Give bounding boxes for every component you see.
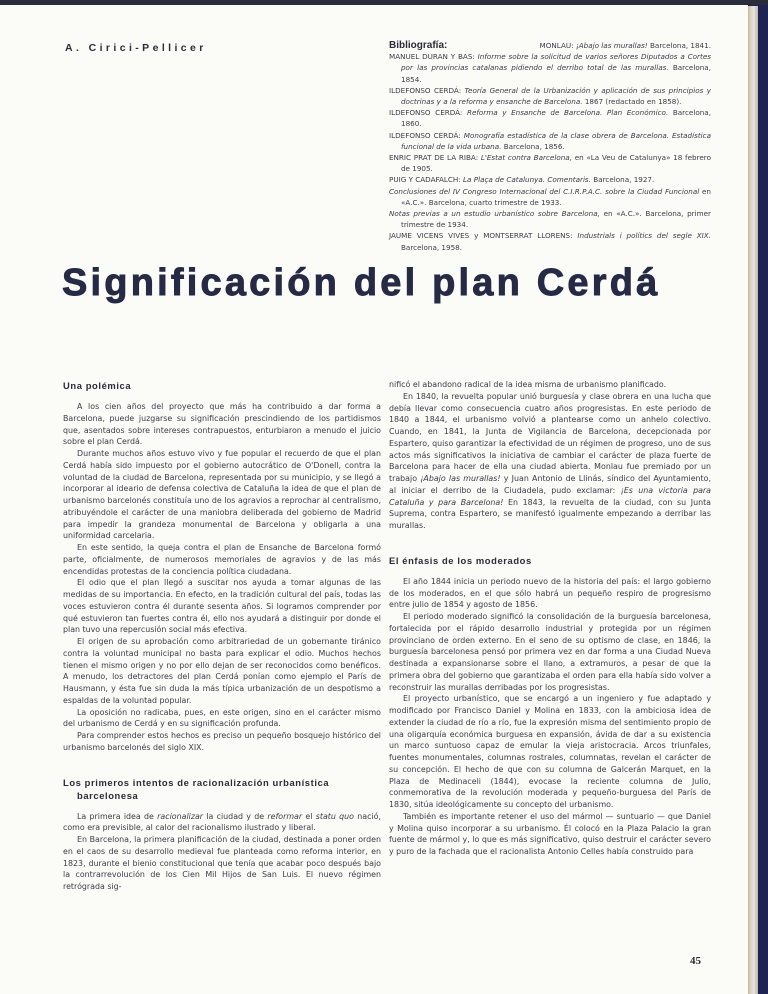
right-column [389, 379, 711, 858]
page-edge-strip [748, 6, 758, 994]
bibliography-entry: JAUME VICENS VIVES y MONTSERRAT LLORENS: Industrials i polítics del segle XIX. Barcelona, 1958. [389, 231, 711, 252]
bibliography-entry: Bibliografía: MONLAU: ¡Abajo las murallas! Barcelona, 1841. [389, 40, 711, 51]
paragraph: A los cien años del proyecto que más ha contribuido a dar forma a Barcelona, puede juzgarse su significación prescindiendo de los partidismos que, asentados sobre intereses contrapuestos, enturbiaron a menudo el juicio sobre el plan Cerdá. [63, 402, 381, 447]
paragraph: En Barcelona, la primera planificación de la ciudad, destinada a poner orden en el caos de su desarrollo medieval fue planteada como reforma interior, en 1823, durante el bienio constitucional que tenía que acabar poco después bajo la contrarrevolución de los Cien Mil Hijos de San Luis. El nuevo régimen retrógrada sig- [63, 835, 381, 891]
paragraph: El proyecto urbanístico, que se encargó a un ingeniero y fue adaptado y modificado por Francisco Daniel y Molina en 1833, con la ambiciosa idea de extender la ciudad de río a río, fue la expresión misma del sentimiento propio de una oligarquía económica burguesa en expansión, ávida de dar a su existencia un marco suntuoso capaz de emular la vieja aristocracia. Arcos triunfales, fuentes monumentales, columnas rostrales, columnatas, revelan el carácter de su concepción. El hecho de que con su columna de Galcerán Marquet, en la Plaza de Medinaceli (1844), evocase la reciente columna de Julio, conmemorativa de la revolución moderada y pequeño-burguesa del París de 1830, sitúa ideológicamente su concepto del urbanismo. [389, 694, 711, 809]
left-column [63, 379, 381, 893]
section-heading: Una polémica [63, 380, 132, 391]
bibliography-entry: Notas previas a un estudio urbanístico sobre Barcelona, en «A.C.». Barcelona, primer trimestre de 1934. [389, 209, 711, 230]
paragraph: El origen de su aprobación como arbitrariedad de un gobernante tiránico contra la voluntad municipal no basta para explicar el odio. Muchos hechos tienen el mismo origen y no por ello dejan de ser reconocidos como benéficos. A menudo, los detractores del plan Cerdá ponían como ejemplo el París de Hausmann, y ésta fue sin duda la más típica urbanización de un despotismo a espaldas de la voluntad popular. [63, 637, 381, 705]
paragraph: El odio que el plan llegó a suscitar nos ayuda a tomar algunas de las medidas de su importancia. En efecto, en la tradición cultural del país, todas las voces estuvieron contra él durante sesenta años. Si logramos comprender por qué estuvieron tan fuertes contra él, ello nos ayudará a distinguir por donde el plan tuvo una repercusión social más efectiva. [63, 578, 381, 635]
bibliography-entry: ENRIC PRAT DE LA RIBA: L'Estat contra Barcelona, en «La Veu de Catalunya» 18 febrero de 1905. [389, 153, 711, 174]
bibliography-entry: ILDEFONSO CERDÁ: Teoría General de la Urbanización y aplicación de sus principios y doctrinas y a la reforma y ensanche de Barcelona. 1867 (redactado en 1858). [389, 85, 711, 107]
page-number: 45 [690, 955, 701, 967]
bibliography-entry: PUIG Y CADAFALCH: La Plaça de Catalunya. Comentaris. Barcelona, 1927. [389, 175, 655, 185]
paragraph: El periodo moderado significó la consolidación de la burguesía barcelonesa, fortalecida por el rápido desarrollo industrial y protegida por un régimen provinciano de orden externo. En el seno de su optismo de clase, en 1846, la burguesía barcelonesa pensó por primera vez en dar forma a una Ciudad Nueva destinada a expansionarse sobre el llano, a extramuros, a pesar de que la primera obra del gobierno que garantizaba el orden para ella había sido volver a reconstruir las murallas derribadas por los progresistas. [389, 612, 711, 692]
paragraph: Durante muchos años estuvo vivo y fue popular el recuerdo de que el plan Cerdá había sido impuesto por el gobierno autocrático de O'Donell, contra la voluntad de la ciudad de Barcelona, representada por su municipio, y se llegó a incorporar al ideario de defensa colectiva de Cataluña la idea de que el plan de urbanismo barcelonés constituía uno de los agravios a reprochar al centralismo, atribuyéndole el carácter de una maniobra deliberada del gobierno de Madrid para impedir la grandeza monumental de Barcelona y obligarla a una uniformidad carcelaria. [63, 449, 381, 541]
bibliography-entry: Conclusiones del IV Congreso Internacional del C.I.R.P.A.C. sobre la Ciudad Funcional en «A.C.». Barcelona, cuarto trimestre de 1933. [389, 186, 711, 207]
paragraph: La primera idea de racionalizar la ciudad y de reformar el statu quo nació, como era previsible, al calor del racionalismo ilustrado y liberal. [63, 811, 381, 833]
bibliography-entry: ILDEFONSO CERDÁ: Monografía estadística de la clase obrera de Barcelona. Estadística funcional de la vida urbana. Barcelona, 1856. [389, 130, 712, 151]
paragraph: La oposición no radicaba, pues, en este origen, sino en el carácter mismo del urbanismo de Cerdá y en su significación profunda. [63, 707, 381, 729]
paragraph: Para comprender estos hechos es preciso un pequeño bosquejo histórico del urbanismo barcelonés del siglo XIX. [63, 731, 381, 752]
bibliography-entry: ILDEFONSO CERDÁ: Reforma y Ensanche de Barcelona. Plan Económico. Barcelona, 1860. [389, 108, 711, 129]
paragraph: También es importante retener el uso del mármol — suntuario — que Daniel y Molina quiso incorporar a su urbanismo. Él colocó en la Plaza Palacio la gran fuente de mármol y, lo que es más significativo, quiso destruir el carácter severo y puro de la fachada que el racionalista Antonio Celles había construido para [389, 811, 711, 856]
article-title: Significación del plan Cerdá [62, 262, 661, 304]
bibliography-entry: MANUEL DURAN Y BAS: Informe sobre la solicitud de varios señores Diputados a Cortes por las provincias catalanas pidiendo el derribo total de las murallas. Barcelona, 1854. [389, 52, 711, 84]
section-heading: El énfasis de los moderados [389, 554, 532, 566]
bibliography [389, 40, 711, 253]
paragraph: En 1840, la revuelta popular unió burguesía y clase obrera en una lucha que debía llevar como consecuencia cuatro años progresistas. En este periodo de 1840 a 1844, el urbanismo volvió a plantearse como un anhelo colectivo. Cuando, en 1841, la Junta de Vigilancia de Barcelona, decepcionada por Espartero, quiso garantizar la efectividad de un régimen de progreso, uno de sus actos más significativos la iniciativa de cambiar el carácter de plaza fuerte de Barcelona para hacer de ella una ciudad abierta. Monlau fue premiado por un trabajo ¡Abajo las murallas! y Juan Antonio de Llinás, síndico del Ayuntamiento, al iniciar el derribo de la Ciudadela, pudo exclamar: ¡Es una victoria para Cataluña y para Barcelona! En 1843, la revuelta de la ciudad, con su Junta Suprema, contra Espartero, se manifestó igualmente empezando a derribar las murallas. [389, 391, 712, 530]
paragraph: En este sentido, la queja contra el plan de Ensanche de Barcelona formó parte, oficialmente, de numerosos memoriales de agravios y de las más encendidas protestas de la conciencia política ciudadana. [63, 543, 381, 576]
section-heading: Los primeros intentos de racionalización urbanística barcelonesa [63, 776, 330, 801]
bibliography-label: Bibliografía: [389, 40, 448, 51]
paragraph: nificó el abandono radical de la idea misma de urbanismo planificado. [389, 380, 667, 389]
paragraph: El año 1844 inicia un periodo nuevo de la historia del país: el largo gobierno de los moderados, en el que sólo habrá un pequeño respiro de progresismo entre julio de 1854 y agosto de 1856. [389, 576, 711, 610]
author-name: A. Cirici-Pellicer [65, 42, 207, 54]
page-top-edge [0, 0, 768, 5]
